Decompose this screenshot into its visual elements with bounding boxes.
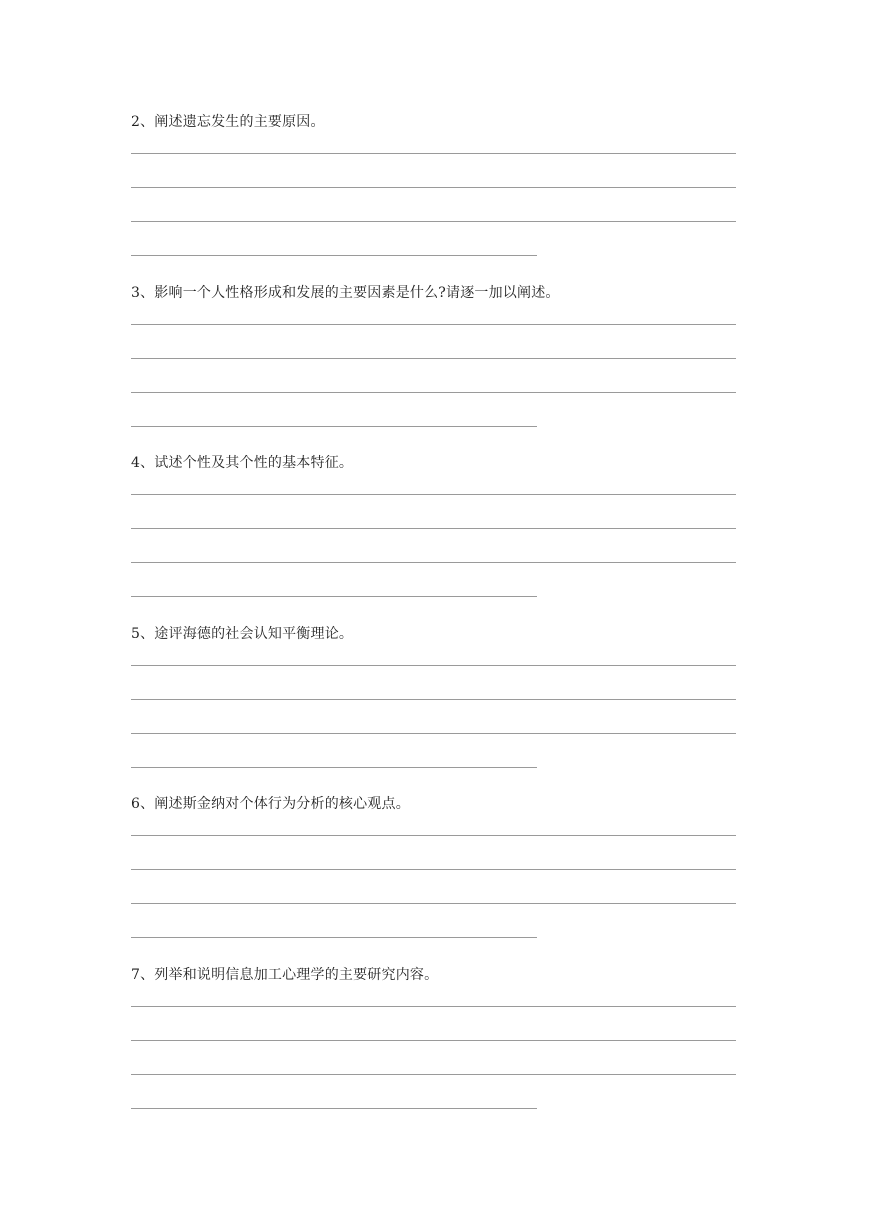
answer-line [131,903,736,904]
question-text: 2、阐述遗忘发生的主要原因。 [131,114,325,130]
answer-line [131,153,736,154]
answer-line [131,665,736,666]
question-text: 7、列举和说明信息加工心理学的主要研究内容。 [131,967,439,983]
question-text: 3、影响一个人性格形成和发展的主要因素是什么?请逐一加以阐述。 [131,285,560,301]
answer-line-short [131,767,537,768]
answer-line [131,324,736,325]
question-6 [131,795,737,955]
answer-line [131,733,736,734]
answer-line [131,528,736,529]
answer-line [131,358,736,359]
answer-line [131,562,736,563]
answer-line [131,1040,736,1041]
question-4 [131,454,737,614]
answer-line [131,869,736,870]
question-5 [131,625,737,785]
answer-line [131,699,736,700]
answer-line [131,1074,736,1075]
answer-line [131,187,736,188]
answer-line [131,1006,736,1007]
question-text: 4、试述个性及其个性的基本特征。 [131,455,354,471]
answer-line [131,835,736,836]
question-3 [131,284,737,444]
answer-line-short [131,1108,537,1109]
answer-line [131,494,736,495]
question-text: 5、途评海德的社会认知平衡理论。 [131,626,354,642]
question-text: 6、阐述斯金纳对个体行为分析的核心观点。 [131,796,410,812]
answer-line [131,221,736,222]
answer-line-short [131,255,537,256]
answer-line-short [131,596,537,597]
answer-line-short [131,426,537,427]
question-2 [131,113,737,273]
answer-line [131,392,736,393]
answer-line-short [131,937,537,938]
question-7 [131,966,737,1126]
